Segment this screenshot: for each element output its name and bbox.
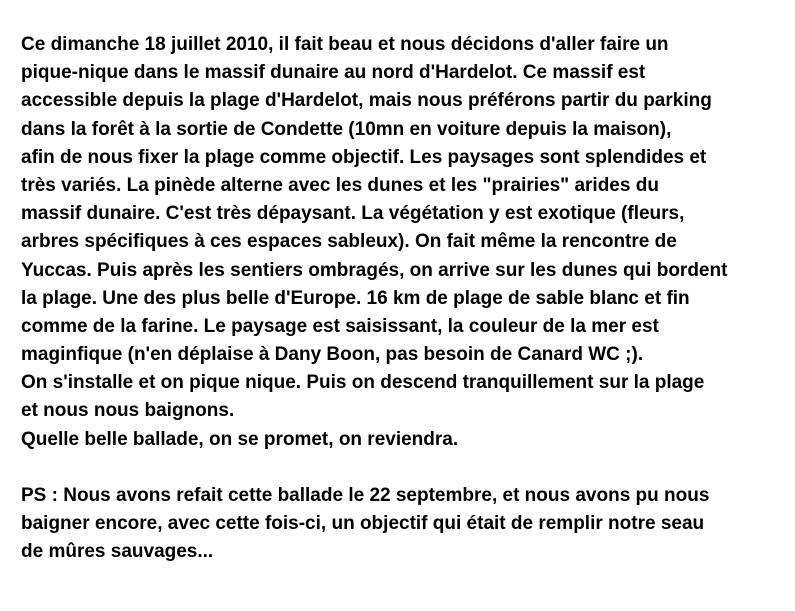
text-line: Quelle belle ballade, on se promet, on reviendra.: [21, 428, 459, 450]
text-line: arbres spécifiques à ces espaces sableux). On fait même la rencontre de: [21, 231, 677, 253]
text-line: Yuccas. Puis après les sentiers ombragés, on arrive sur les dunes qui bordent: [21, 259, 728, 281]
text-line: accessible depuis la plage d'Hardelot, mais nous préférons partir du parking: [21, 90, 712, 112]
text-line: afin de nous fixer la plage comme objectif. Les paysages sont splendides et: [21, 146, 707, 168]
text-line: très variés. La pinède alterne avec les dunes et les "prairies" arides du: [21, 174, 659, 196]
paragraph-ps: [21, 482, 791, 567]
text-line: On s'installe et on pique nique. Puis on descend tranquillement sur la plage: [21, 372, 705, 394]
text-line: comme de la farine. Le paysage est saisissant, la couleur de la mer est: [21, 315, 659, 337]
text-line: la plage. Une des plus belle d'Europe. 16 km de plage de sable blanc et fin: [21, 287, 690, 309]
text-line: baigner encore, avec cette fois-ci, un objectif qui était de remplir notre seau: [21, 513, 705, 535]
paragraph-main: [21, 31, 791, 454]
text-line: massif dunaire. C'est très dépaysant. La végétation y est exotique (fleurs,: [21, 203, 685, 225]
text-line: maginfique (n'en déplaise à Dany Boon, pas besoin de Canard WC ;).: [21, 344, 644, 366]
text-line: et nous nous baignons.: [21, 400, 235, 422]
text-line: de mûres sauvages...: [21, 541, 214, 563]
text-line: pique-nique dans le massif dunaire au nord d'Hardelot. Ce massif est: [21, 62, 646, 84]
text-line: Ce dimanche 18 juillet 2010, il fait beau et nous décidons d'aller faire un: [21, 34, 669, 55]
document-text: [21, 31, 791, 567]
text-line: PS : Nous avons refait cette ballade le 22 septembre, et nous avons pu nous: [21, 485, 710, 506]
paragraph-spacer: [21, 454, 791, 482]
text-line: dans la forêt à la sortie de Condette (10mn en voiture depuis la maison),: [21, 118, 672, 140]
